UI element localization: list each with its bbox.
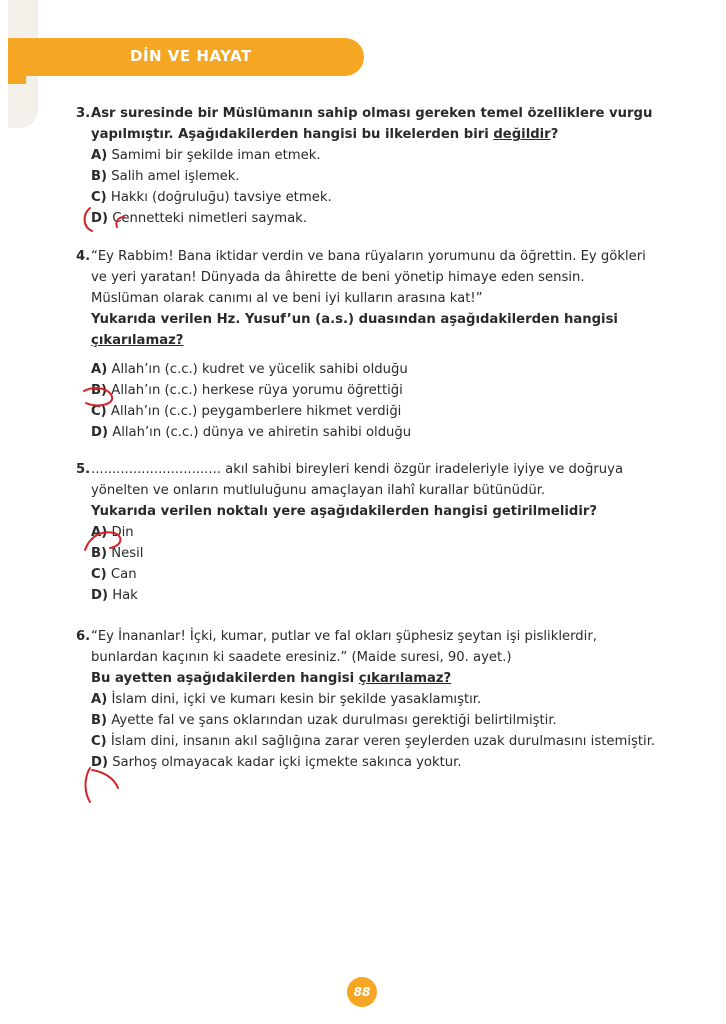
question-6 [76, 626, 656, 773]
page-title: DİN VE HAYAT [130, 47, 252, 65]
question-passage: ............................... akıl sahibi bireyleri kendi özgür iradeleriyle iyiye ve doğruya yönelten ve onların mutluluğunu amaçlayan ilahî kurallar bütünüdür. [91, 462, 624, 498]
question-stem: Yukarıda verilen Hz. Yusuf’un (a.s.) duasından aşağıdakilerden hangisi çıkarılamaz? [91, 312, 618, 348]
question-3 [76, 103, 656, 229]
option-d[interactable]: D) Allah’ın (c.c.) dünya ve ahiretin sahibi olduğu [91, 425, 412, 440]
option-c[interactable]: C) Hakkı (doğruluğu) tavsiye etmek. [91, 190, 332, 205]
option-c[interactable]: C) Can [91, 567, 137, 582]
question-number: 6. [76, 629, 91, 644]
option-a[interactable]: A) Allah’ın (c.c.) kudret ve yücelik sahibi olduğu [91, 362, 408, 377]
question-number: 4. [76, 249, 91, 264]
question-passage: “Ey Rabbim! Bana iktidar verdin ve bana rüyaların yorumunu da öğrettin. Ey gökleri ve yeri yaratan! Dünyada da âhirette de beni yönetip himaye eden sensin. Müslüman olarak canımı al ve beni iyi kulların arasına kat!” [91, 249, 646, 306]
option-a[interactable]: A) Samimi bir şekilde iman etmek. [91, 148, 321, 163]
option-b[interactable]: B) Allah’ın (c.c.) herkese rüya yorumu öğrettiği [91, 383, 403, 398]
question-passage: “Ey İnananlar! İçki, kumar, putlar ve fal okları şüphesiz şeytan işi pisliklerdir, bunlardan kaçının ki saadete eresiniz.” (Maide suresi, 90. ayet.) [91, 629, 597, 665]
option-a[interactable]: A) İslam dini, içki ve kumarı kesin bir şekilde yasaklamıştır. [91, 692, 482, 707]
question-number: 5. [76, 462, 91, 477]
option-b[interactable]: B) Ayette fal ve şans oklarından uzak durulması gerektiği belirtilmiştir. [91, 713, 557, 728]
option-c[interactable]: C) İslam dini, insanın akıl sağlığına zarar veren şeylerden uzak durulmasını istemiştir. [91, 734, 656, 749]
option-d[interactable]: D) Sarhoş olmayacak kadar içki içmekte sakınca yoktur. [91, 755, 462, 770]
option-c[interactable]: C) Allah’ın (c.c.) peygamberlere hikmet verdiği [91, 404, 402, 419]
question-number: 3. [76, 106, 91, 121]
question-4 [76, 246, 656, 443]
question-stem: Bu ayetten aşağıdakilerden hangisi çıkarılamaz? [91, 671, 452, 686]
question-stem: Asr suresinde bir Müslümanın sahip olması gereken temel özelliklere vurgu yapılmıştır. Aşağıdakilerden hangisi bu ilkelerden biri değildir? [91, 106, 653, 142]
option-b[interactable]: B) Nesil [91, 546, 144, 561]
option-d[interactable]: D) Cennetteki nimetleri saymak. [91, 211, 308, 226]
option-b[interactable]: B) Salih amel işlemek. [91, 169, 240, 184]
page-number-badge: 88 [347, 977, 377, 1007]
option-a[interactable]: A) Din [91, 525, 134, 540]
question-5 [76, 459, 656, 606]
option-d[interactable]: D) Hak [91, 588, 138, 603]
header-tab [8, 62, 26, 84]
question-stem: Yukarıda verilen noktalı yere aşağıdakilerden hangisi getirilmelidir? [91, 504, 597, 519]
